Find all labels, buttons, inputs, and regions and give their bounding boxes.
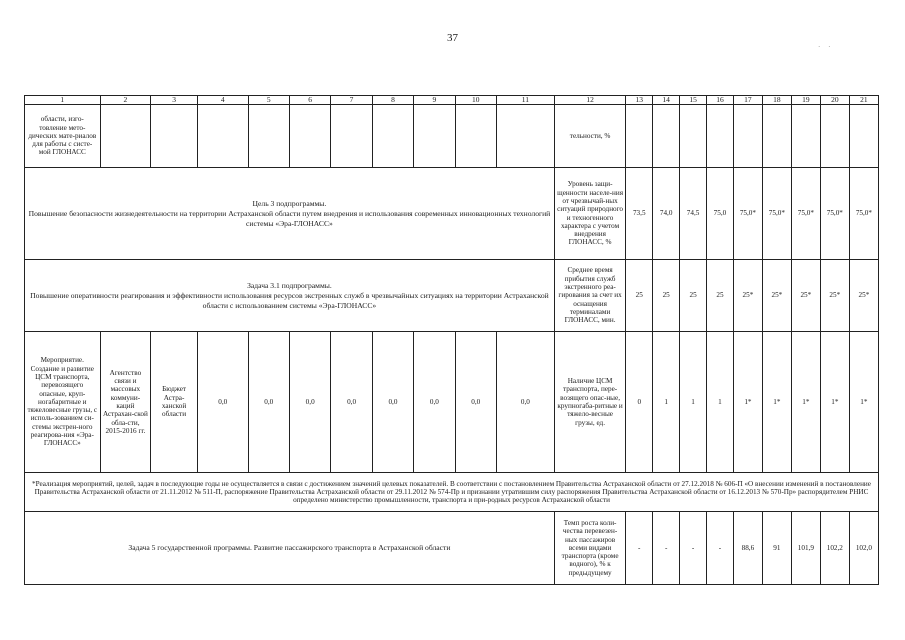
value-cell: 25* xyxy=(791,260,820,332)
empty-cell xyxy=(100,105,151,168)
value-cell: 1* xyxy=(762,332,791,473)
footnote-row xyxy=(25,473,879,512)
finance-cell: 0,0 xyxy=(331,332,372,473)
header-cell: 2 xyxy=(100,96,151,105)
indicator-cell: Наличие ЦСМ транспорта, пере-возящего опас-ные, крупногаба-ритные и тяжело-весные грузы, ед. xyxy=(554,332,625,473)
activity-cell: области, изго-товление мето-дических мате-риалов для работы с систе-мой ГЛОНАСС xyxy=(25,105,101,168)
scan-speck: · · xyxy=(818,43,834,51)
header-cell: 7 xyxy=(331,96,372,105)
value-cell: - xyxy=(653,512,680,585)
header-cell: 6 xyxy=(289,96,330,105)
header-cell: 14 xyxy=(653,96,680,105)
value-cell: 0 xyxy=(626,332,653,473)
table-row xyxy=(25,105,879,168)
empty-cell xyxy=(653,105,680,168)
value-cell: 88,6 xyxy=(733,512,762,585)
value-cell: 1* xyxy=(820,332,849,473)
header-row xyxy=(25,96,879,105)
value-cell: 25* xyxy=(820,260,849,332)
header-cell: 11 xyxy=(496,96,554,105)
indicator-cell: тельности, % xyxy=(554,105,625,168)
empty-cell xyxy=(289,105,330,168)
header-cell: 3 xyxy=(151,96,198,105)
finance-cell: 0,0 xyxy=(248,332,289,473)
header-cell: 4 xyxy=(197,96,248,105)
header-cell: 12 xyxy=(554,96,625,105)
header-cell: 17 xyxy=(733,96,762,105)
value-cell: 1 xyxy=(653,332,680,473)
header-cell: 18 xyxy=(762,96,791,105)
value-cell: 101,9 xyxy=(791,512,820,585)
value-cell: 1 xyxy=(680,332,707,473)
header-cell: 10 xyxy=(455,96,496,105)
value-cell: 75,0* xyxy=(791,168,820,260)
indicator-cell: Среднее время прибытия служб экстренного реа-гирования за счет их оснащения терминалами ГЛОНАСС, мин. xyxy=(554,260,625,332)
empty-cell xyxy=(197,105,248,168)
goal-3-title: Цель 3 подпрограммы. Повышение безопасности жизнедеятельности на территории Астраханской области путем внедрения и использования современных инновационных технологий системы «Эра-ГЛОНАСС» xyxy=(25,168,555,260)
value-cell: 1* xyxy=(849,332,878,473)
header-cell: 9 xyxy=(414,96,455,105)
value-cell: 25 xyxy=(653,260,680,332)
value-cell: 75,0 xyxy=(707,168,734,260)
funding-source-cell: Бюджет Астра-ханской области xyxy=(151,332,198,473)
empty-cell xyxy=(733,105,762,168)
activity-cell: Мероприятие. Создание и развитие ЦСМ транспорта, перевозящего опасные, круп-ногабаритные и тяжеловесные грузы, с исполь-зованием си-стемы экстрен-ного реагирова-ния «Эра-ГЛОНАСС» xyxy=(25,332,101,473)
value-cell: 1* xyxy=(791,332,820,473)
header-cell: 1 xyxy=(25,96,101,105)
value-cell: 1* xyxy=(733,332,762,473)
value-cell: - xyxy=(707,512,734,585)
indicator-cell: Темп роста коли-чества перевезен-ных пассажиров всеми видами транспорта (кроме водного), % к предыдущему xyxy=(554,512,625,585)
value-cell: 75,0* xyxy=(762,168,791,260)
value-cell: 75,0* xyxy=(733,168,762,260)
finance-cell: 0,0 xyxy=(414,332,455,473)
empty-cell xyxy=(151,105,198,168)
value-cell: - xyxy=(680,512,707,585)
empty-cell xyxy=(496,105,554,168)
value-cell: 25* xyxy=(733,260,762,332)
value-cell: 74,0 xyxy=(653,168,680,260)
task-3-1-title: Задача 3.1 подпрограммы. Повышение оперативности реагирования и эффективности использования ресурсов экстренных служб в чрезвычайных ситуациях на территории Астраханской области с использованием системы «Эра-ГЛОНАСС» xyxy=(25,260,555,332)
header-cell: 20 xyxy=(820,96,849,105)
empty-cell xyxy=(455,105,496,168)
header-cell: 19 xyxy=(791,96,820,105)
value-cell: 25* xyxy=(849,260,878,332)
value-cell: 91 xyxy=(762,512,791,585)
value-cell: 75,0* xyxy=(849,168,878,260)
finance-cell: 0,0 xyxy=(496,332,554,473)
value-cell: 102,0 xyxy=(849,512,878,585)
empty-cell xyxy=(248,105,289,168)
finance-cell: 0,0 xyxy=(455,332,496,473)
value-cell: 25 xyxy=(707,260,734,332)
value-cell: 75,0* xyxy=(820,168,849,260)
task-5-title: Задача 5 государственной программы. Развитие пассажирского транспорта в Астраханской области xyxy=(25,512,555,585)
empty-cell xyxy=(762,105,791,168)
value-cell: - xyxy=(626,512,653,585)
value-cell: 74,5 xyxy=(680,168,707,260)
empty-cell xyxy=(849,105,878,168)
footnote-text: *Реализация мероприятий, целей, задач в последующие годы не осуществляется в связи с достижением значений целевых показателей. В соответствии с постановлением Правительства Астраханской области от 27.12.2018 № 606-П «О внесении изменений в постановление Правительства Астраханской области от 21.11.2012 № 511-П, распоряжение Правительства Астраханской области от 29.11.2012 № 574-Пр и признании утратившим силу распоряжения Правительства Астраханской области от 16.12.2013 № 570-Пр» распорядителем РНИС определено министерство промышленности, транспорта и при-родных ресурсов Астраханской области xyxy=(25,473,879,512)
empty-cell xyxy=(372,105,413,168)
finance-cell: 0,0 xyxy=(372,332,413,473)
finance-cell: 0,0 xyxy=(197,332,248,473)
indicator-cell: Уровень защи-щенности населе-ния от чрезвычай-ных ситуаций природного и техногенного характера с учетом внедрения ГЛОНАСС, % xyxy=(554,168,625,260)
program-table xyxy=(24,95,879,585)
empty-cell xyxy=(707,105,734,168)
value-cell: 25* xyxy=(762,260,791,332)
table-row xyxy=(25,168,879,260)
page-number: 37 xyxy=(447,32,458,44)
value-cell: 73,5 xyxy=(626,168,653,260)
value-cell: 1 xyxy=(707,332,734,473)
empty-cell xyxy=(820,105,849,168)
header-cell: 21 xyxy=(849,96,878,105)
header-cell: 16 xyxy=(707,96,734,105)
empty-cell xyxy=(791,105,820,168)
executor-cell: Агентство связи и массовых коммуни-каций Астрахан-ской обла-сти, 2015-2016 гг. xyxy=(100,332,151,473)
finance-cell: 0,0 xyxy=(289,332,330,473)
header-cell: 8 xyxy=(372,96,413,105)
header-cell: 15 xyxy=(680,96,707,105)
value-cell: 102,2 xyxy=(820,512,849,585)
empty-cell xyxy=(626,105,653,168)
table-row xyxy=(25,260,879,332)
value-cell: 25 xyxy=(680,260,707,332)
header-cell: 13 xyxy=(626,96,653,105)
empty-cell xyxy=(680,105,707,168)
value-cell: 25 xyxy=(626,260,653,332)
table-row xyxy=(25,512,879,585)
empty-cell xyxy=(414,105,455,168)
empty-cell xyxy=(331,105,372,168)
table-row xyxy=(25,332,879,473)
header-cell: 5 xyxy=(248,96,289,105)
